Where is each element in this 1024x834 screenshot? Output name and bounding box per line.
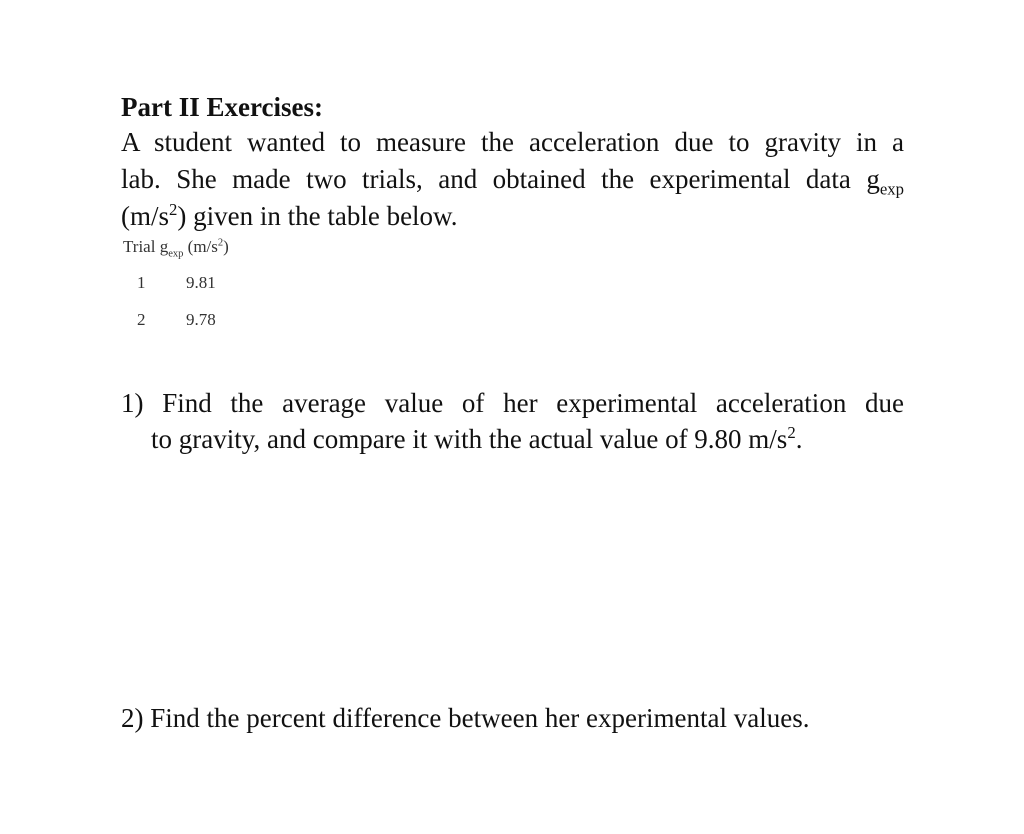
question-1-line-2 — [121, 421, 904, 457]
header-g-subscript: exp — [168, 248, 184, 260]
intro-line-2-text: lab. She made two trials, and obtained the experimental data g — [121, 164, 880, 194]
table-header — [123, 236, 229, 258]
header-unit — [188, 237, 229, 256]
header-unit-suffix: ) — [223, 237, 229, 256]
question-1-superscript: 2 — [787, 423, 796, 442]
question-1-line-2-text: to gravity, and compare it with the actual value of 9.80 m/s — [151, 424, 788, 454]
intro-line-3-text: ) given in the table below. — [177, 201, 458, 231]
table-row — [123, 295, 229, 332]
question-2: 2) Find the percent difference between her experimental values. — [121, 703, 810, 733]
intro-line-1: A student wanted to measure the acceleration due to gravity in a — [121, 127, 904, 157]
header-g-symbol: g — [159, 237, 169, 256]
intro-superscript: 2 — [169, 200, 178, 219]
section-title: Part II Exercises: — [121, 92, 323, 122]
table-row — [123, 258, 229, 295]
header-unit-prefix: (m/s — [187, 237, 218, 256]
header-trial: Trial — [123, 237, 156, 256]
trial-number: 2 — [137, 310, 146, 329]
data-table — [123, 236, 229, 332]
question-1-period: . — [795, 424, 803, 454]
intro-paragraph — [121, 124, 904, 235]
trial-value: 9.78 — [186, 310, 216, 329]
intro-subscript-exp: exp — [879, 179, 904, 199]
intro-line-3 — [121, 198, 904, 235]
header-g — [159, 237, 184, 260]
intro-line-2 — [121, 161, 904, 198]
intro-unit-prefix: (m/s — [121, 201, 170, 231]
question-1 — [121, 385, 904, 457]
trial-number: 1 — [137, 273, 146, 292]
header-unit-superscript: 2 — [217, 237, 224, 249]
question-1-line-1: 1) Find the average value of her experimental acceleration due — [121, 388, 904, 418]
trial-value: 9.81 — [186, 273, 216, 292]
